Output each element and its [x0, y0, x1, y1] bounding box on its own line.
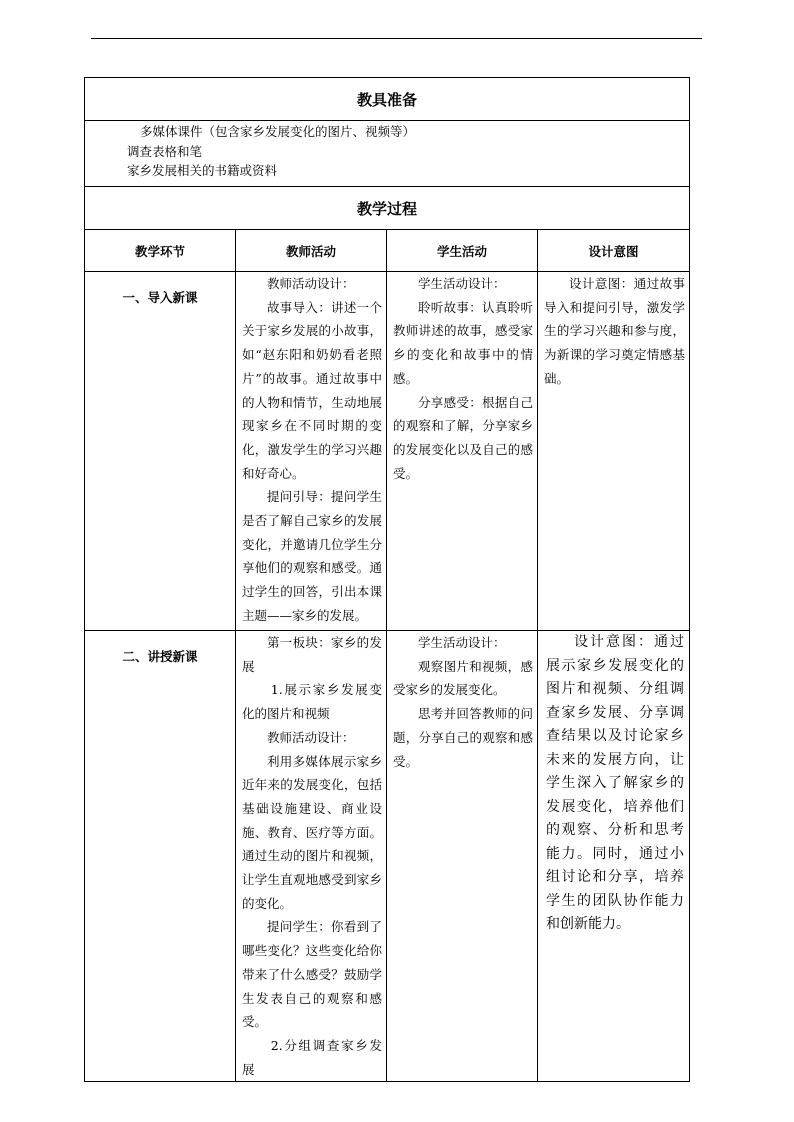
paragraph: 分享感受：根据自己的观察和了解，分享家乡的发展变化以及自己的感受。: [393, 394, 533, 481]
paragraph: 2.分组调查家乡发展: [242, 1037, 382, 1077]
table-row: [85, 631, 690, 1082]
prep-item: 调查表格和笔: [127, 143, 203, 159]
paragraph: 利用多媒体展示家乡近年来的发展变化，包括基础设施建设、商业设施、教育、医疗等方面。通过生动的图片和视频，让学生直观地感受到家乡的变化。: [242, 753, 382, 911]
lesson-plan-table: [84, 77, 690, 1082]
paragraph: 思考并回答教师的问题，分享自己的观察和感受。: [393, 706, 533, 769]
student-activity-cell: [387, 631, 538, 1082]
prep-item: 多媒体课件（包含家乡发展变化的图片、视频等）: [140, 124, 416, 139]
paragraph: 故事导入：讲述一个关于家乡发展的小故事，如“赵东阳和奶奶看老照片”的故事。通过故事中的人物和情节，生动地展现家乡在不同时期的变化，激发学生的学习兴趣和好奇心。: [242, 299, 382, 481]
column-header-student: 学生活动: [387, 230, 538, 272]
column-header-teacher: 教师活动: [236, 230, 387, 272]
design-intent-cell: [538, 272, 690, 631]
prep-title: 教具准备: [85, 78, 690, 121]
stage-cell: 一、导入新课: [85, 272, 236, 631]
paragraph: 学生活动设计：: [418, 635, 506, 650]
process-title: 教学过程: [85, 187, 690, 230]
teacher-activity-cell: [236, 631, 387, 1082]
paragraph: 观察图片和视频，感受家乡的发展变化。: [393, 658, 533, 698]
column-header-stage: 教学环节: [85, 230, 236, 272]
paragraph: 教师活动设计：: [267, 276, 355, 291]
paragraph: 学生活动设计：: [418, 276, 506, 291]
paragraph: 聆听故事：认真聆听教师讲述的故事，感受家乡的变化和故事中的情感。: [393, 299, 533, 386]
paragraph: 提问引导：提问学生是否了解自己家乡的发展变化，并邀请几位学生分享他们的观察和感受。通过学生的回答，引出本课主题——家乡的发展。: [242, 489, 382, 623]
paragraph: 教师活动设计：: [267, 729, 355, 745]
prep-list: [85, 121, 690, 187]
paragraph: 提问学生：你看到了哪些变化？这些变化给你带来了什么感受？鼓励学生发表自己的观察和感受。: [242, 919, 382, 1030]
design-intent-cell: [538, 631, 690, 1082]
student-activity-cell: [387, 272, 538, 631]
paragraph: 设计意图：通过故事导入和提问引导，激发学生的学习兴趣和参与度，为新课的学习奠定情感基础。: [544, 276, 686, 386]
paragraph: 1.展示家乡发展变化的图片和视频: [242, 682, 382, 722]
stage-cell: 二、讲授新课: [85, 631, 236, 1082]
page-header-rule: [91, 38, 702, 39]
paragraph: 第一板块：家乡的发展: [242, 635, 382, 674]
prep-item: 家乡发展相关的书籍或资料: [127, 163, 278, 178]
table-row: [85, 272, 690, 631]
paragraph: 设计意图：通过展示家乡发展变化的图片和视频、分组调查家乡发展、分享调查结果以及讨论家乡未来的发展方向，让学生深入了解家乡的发展变化，培养他们的观察、分析和思考能力。同时，通过小组讨论和分享，培养学生的团队协作能力和创新能力。: [546, 634, 685, 932]
column-header-intent: 设计意图: [538, 230, 690, 272]
teacher-activity-cell: [236, 272, 387, 631]
